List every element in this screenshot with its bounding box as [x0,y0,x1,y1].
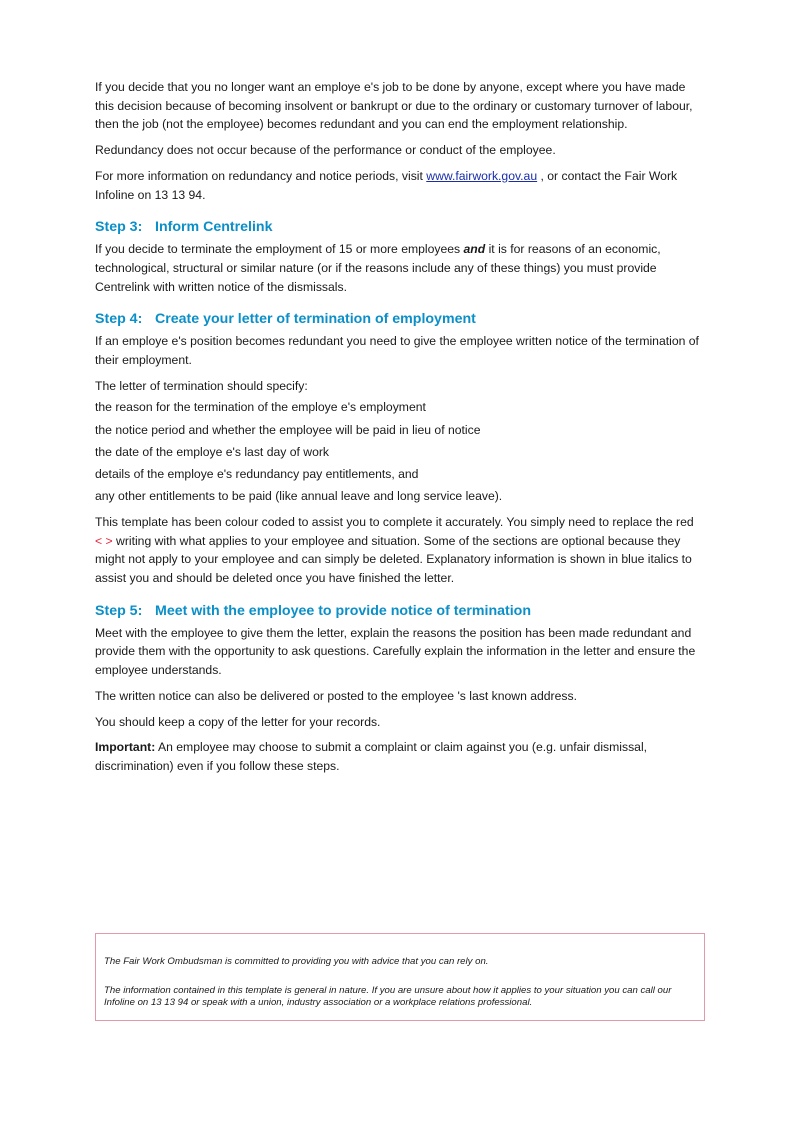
important-label: Important: [95,740,156,755]
step3-heading [95,218,701,236]
list-item: the reason for the termination of the employe e's employment [95,400,426,415]
disclaimer-box [95,933,705,1021]
step3-title: Inform Centrelink [155,219,273,236]
step4-text-before: This template has been colour coded to assist you to complete it accurately. You simply need to replace the red [95,514,694,529]
fairwork-link[interactable]: www.fairwork.gov.au [426,168,538,183]
intro-paragraph-1: If you decide that you no longer want an employe e's job to be done by anyone, except where you have made this decision because of becoming insolvent or bankrupt or due to the ordinary or customary turnover of labour, then the job (not the employee) becomes redundant and you can end the employment relationship. [95,80,693,132]
step5-paragraph-3: You should keep a copy of the letter for your records. [95,714,381,729]
list-item: any other entitlements to be paid (like annual leave and long service leave). [95,489,503,504]
disclaimer-line-2: The information contained in this template is general in nature. If you are unsure about how it applies to your situation you can call our Infoline on 13 13 94 or speak with a union, industry association or a workplace relations professional. [104,984,672,1008]
step5-paragraph-1: Meet with the employee to give them the letter, explain the reasons the position has been made redundant and provide them with the opportunity to ask questions. Carefully explain the information in the letter and ensure the employee understands. [95,625,696,678]
step4-title: Create your letter of termination of employment [155,311,476,328]
termination-specify-list [95,398,701,506]
document-body [95,78,701,776]
step5-heading [95,602,701,620]
list-item: details of the employe e's redundancy pay entitlements, and [95,467,419,482]
important-text: An employee may choose to submit a complaint or claim against you (e.g. unfair dismissal, discrimination) even if you follow these steps. [95,740,648,773]
step4-paragraph-1: If an employe e's position becomes redundant you need to give the employee written notice of the termination of their employment. [95,334,699,368]
step3-number: Step 3: [95,219,143,236]
step5-paragraph-2: The written notice can also be delivered or posted to the employee 's last known address. [95,688,577,703]
step5-number: Step 5: [95,602,143,619]
step5-title: Meet with the employee to provide notice of termination [155,602,532,619]
step4-paragraph-3 [95,513,701,588]
step5-paragraph-4 [95,738,701,775]
step4-number: Step 4: [95,311,143,328]
intro-text-after-link: , or contact the Fair Work Infoline on 13 13 94. [95,168,678,202]
step3-emphasis: and [463,242,486,257]
step3-text-after: it is for reasons of an economic, technological, structural or similar nature (or if the reasons include any of these things) you must provide Centrelink with written notice of the dismissals. [95,242,661,294]
step4-heading [95,310,701,328]
step4-paragraph-2: The letter of termination should specify: [95,378,308,393]
step3-paragraph [95,240,701,296]
intro-text-before-link: For more information on redundancy and notice periods, visit [95,168,427,183]
list-item: the date of the employe e's last day of work [95,444,330,459]
step3-text-before: If you decide to terminate the employment of 15 or more employees [95,242,464,257]
step4-text-after: writing with what applies to your employee and situation. Some of the sections are optional because they might not apply to your employee and can simply be deleted. Explanatory information is shown in blue italics to assist you and should be deleted once you have finished the letter. [95,533,692,586]
intro-paragraph-3 [95,167,701,204]
red-placeholder-marker: < > [95,533,113,548]
disclaimer-line-1: The Fair Work Ombudsman is committed to providing you with advice that you can rely on. [104,956,489,967]
intro-paragraph-2: Redundancy does not occur because of the performance or conduct of the employee. [95,143,556,158]
list-item: the notice period and whether the employee will be paid in lieu of notice [95,422,481,437]
